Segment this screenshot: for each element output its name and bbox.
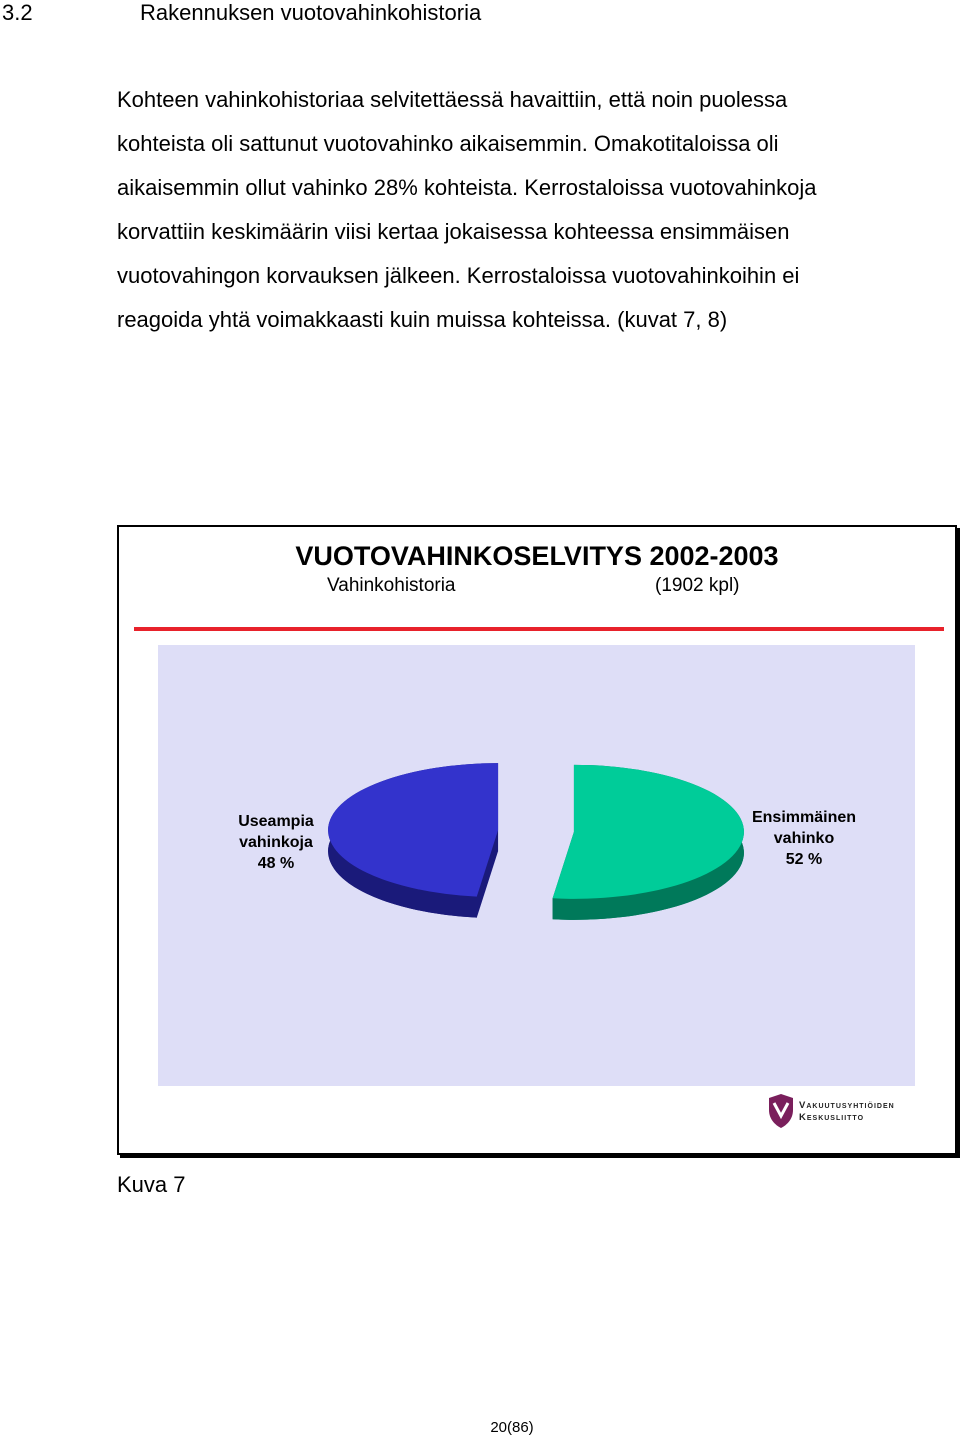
paragraph-line: vuotovahingon korvauksen jälkeen. Kerrostaloissa vuotovahinkoihin ei <box>117 263 800 288</box>
slice-label-useampia <box>216 811 336 874</box>
page-number: 20(86) <box>490 1419 534 1436</box>
slice-label-line: 48 % <box>257 855 295 872</box>
paragraph-line: kohteista oli sattunut vuotovahinko aikaisemmin. Omakotitaloissa oli <box>117 131 779 156</box>
body-paragraph <box>117 78 917 342</box>
slice-label-line: 52 % <box>785 851 823 868</box>
chart-subtitle-right: (1902 kpl) <box>655 575 740 596</box>
section-title: Rakennuksen vuotovahinkohistoria <box>140 0 482 25</box>
insurance-federation-logo <box>767 1094 919 1130</box>
chart-title: VUOTOVAHINKOSELVITYS 2002-2003 <box>295 541 779 571</box>
slice-label-line: Useampia <box>238 813 314 830</box>
paragraph-line: Kohteen vahinkohistoriaa selvitettäessä havaittiin, että noin puolessa <box>117 87 788 112</box>
figure-caption: Kuva 7 <box>117 1172 186 1197</box>
logo-line-1: Vakuutusyhtiöiden <box>799 1100 895 1111</box>
paragraph-line: korvattiin keskimäärin viisi kertaa jokaisessa kohteessa ensimmäisen <box>117 219 790 244</box>
paragraph-line: aikaisemmin ollut vahinko 28% kohteista. Kerrostaloissa vuotovahinkoja <box>117 175 817 200</box>
slice-label-line: vahinkoja <box>239 834 313 851</box>
slice-label-ensimmainen <box>734 807 874 870</box>
red-accent-rule <box>134 627 944 631</box>
chart-subtitle-left: Vahinkohistoria <box>327 575 456 596</box>
slice-label-line: Ensimmäinen <box>751 809 857 826</box>
section-number: 3.2 <box>2 0 33 25</box>
shield-logo-icon <box>767 1094 795 1128</box>
paragraph-line: reagoida yhtä voimakkaasti kuin muissa kohteissa. (kuvat 7, 8) <box>117 307 728 332</box>
plot-area <box>158 645 915 1086</box>
logo-line-2: Keskusliitto <box>799 1112 865 1123</box>
slice-label-line: vahinko <box>773 830 835 847</box>
chart-frame <box>117 525 957 1155</box>
